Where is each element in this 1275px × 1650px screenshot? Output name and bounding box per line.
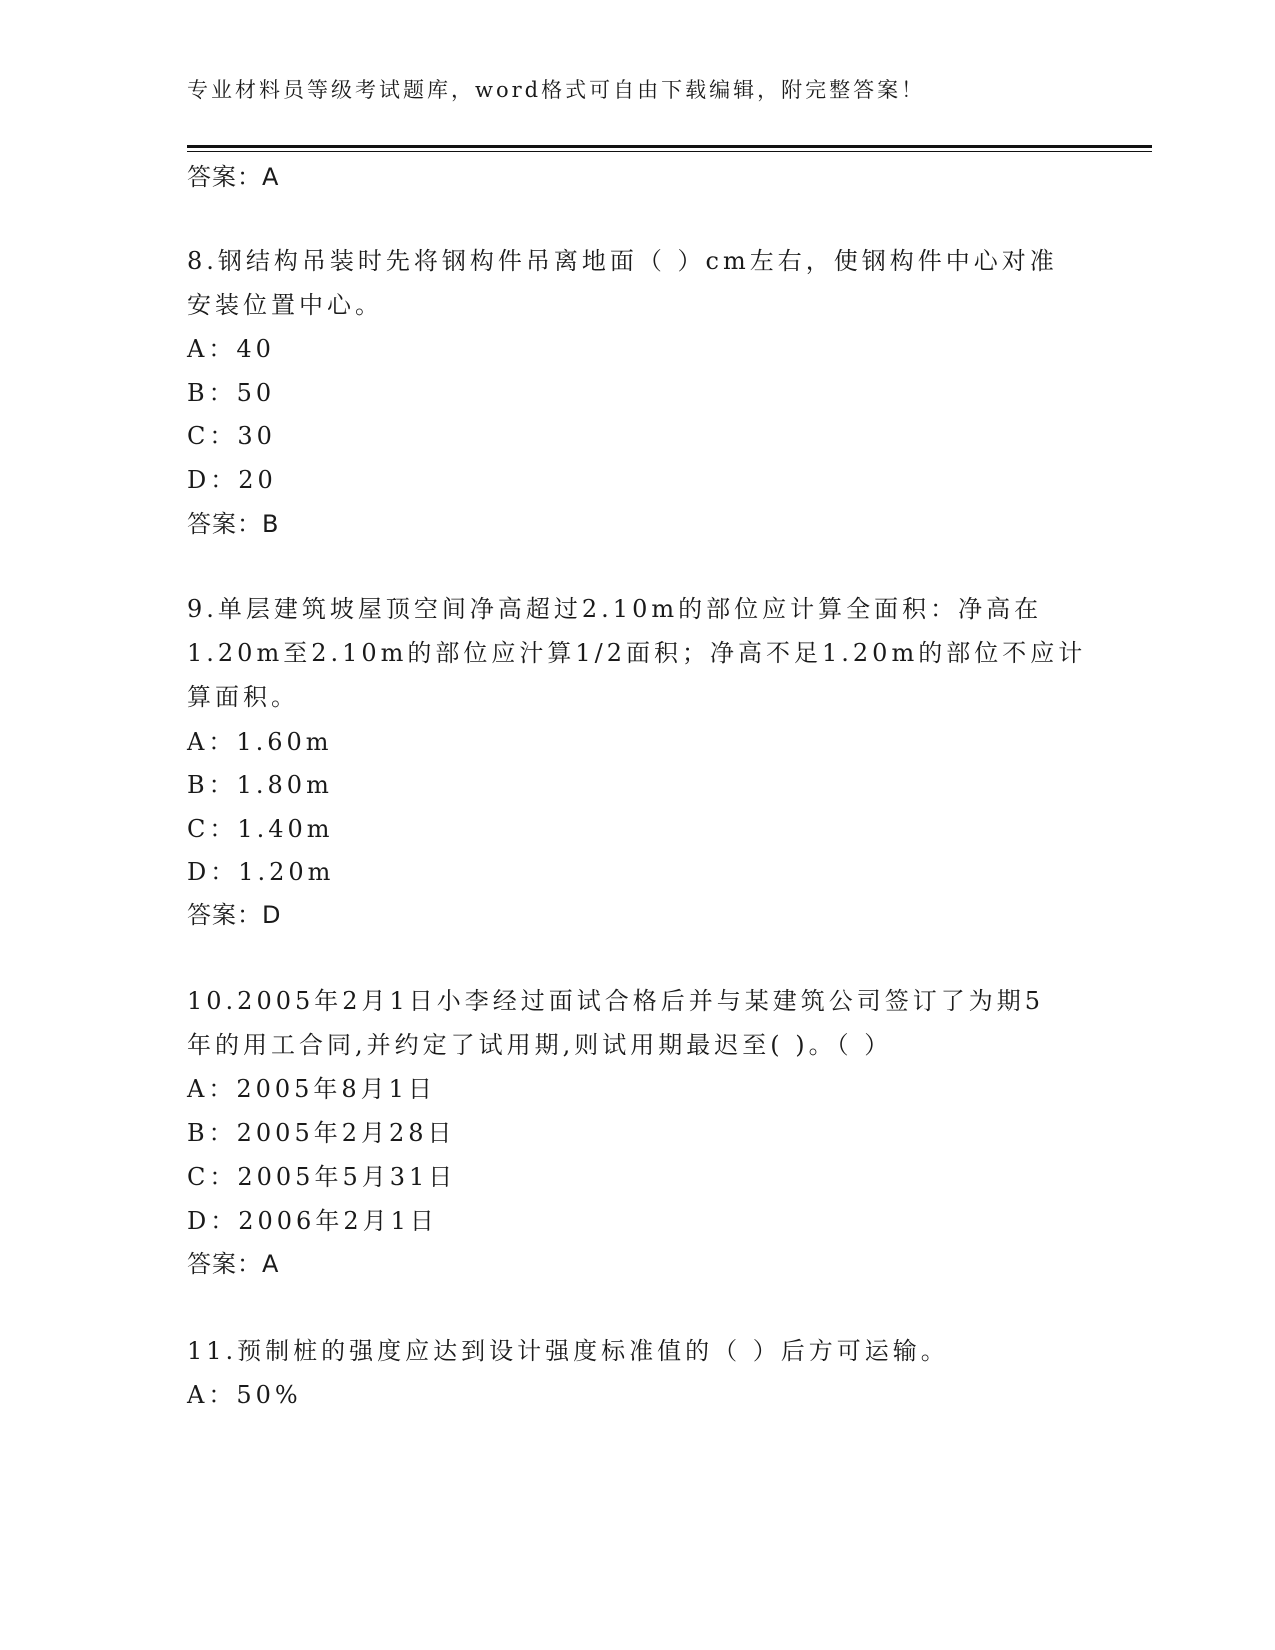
answer-label: 答案：A <box>187 1250 280 1278</box>
option-c: C：30 <box>187 422 276 450</box>
option-b: B：50 <box>187 379 276 407</box>
option-c: C：1.40m <box>187 815 334 843</box>
option-d: D：2006年2月1日 <box>187 1207 438 1235</box>
question-stem-line: 11.预制桩的强度应达到设计强度标准值的（ ）后方可运输。 <box>187 1337 949 1365</box>
question-stem-line: 8.钢结构吊装时先将钢构件吊离地面（ ）cm左右，使钢构件中心对准 <box>187 247 1058 275</box>
answer-label: 答案：D <box>187 901 282 929</box>
option-d: D：1.20m <box>187 858 335 886</box>
header-rule-thick <box>187 145 1152 148</box>
option-a: A：50% <box>187 1381 302 1409</box>
header-rule-thin <box>187 151 1152 152</box>
question-stem-line: 10.2005年2月1日小李经过面试合格后并与某建筑公司签订了为期5 <box>187 987 1045 1015</box>
question-stem-line: 安装位置中心。 <box>187 291 383 319</box>
option-c: C：2005年5月31日 <box>187 1163 457 1191</box>
question-stem-line: 算面积。 <box>187 683 299 711</box>
question-stem-line: 9.单层建筑坡屋顶空间净高超过2.10m的部位应计算全面积：净高在 <box>187 595 1043 623</box>
question-stem-line: 年的用工合同,并约定了试用期,则试用期最迟至( )。（ ） <box>187 1031 893 1059</box>
question-stem-line: 1.20m至2.10m的部位应汁算1/2面积；净高不足1.20m的部位不应计 <box>187 639 1087 667</box>
option-b: B：2005年2月28日 <box>187 1119 456 1147</box>
option-a: A：2005年8月1日 <box>187 1075 436 1103</box>
page-header: 专业材料员等级考试题库，word格式可自由下载编辑，附完整答案！ <box>187 78 926 102</box>
option-b: B：1.80m <box>187 771 333 799</box>
option-a: A：1.60m <box>187 728 333 756</box>
option-a: A：40 <box>187 335 275 363</box>
option-d: D：20 <box>187 466 277 494</box>
answer-label: 答案：B <box>187 510 280 538</box>
previous-answer: 答案：A <box>187 163 280 191</box>
